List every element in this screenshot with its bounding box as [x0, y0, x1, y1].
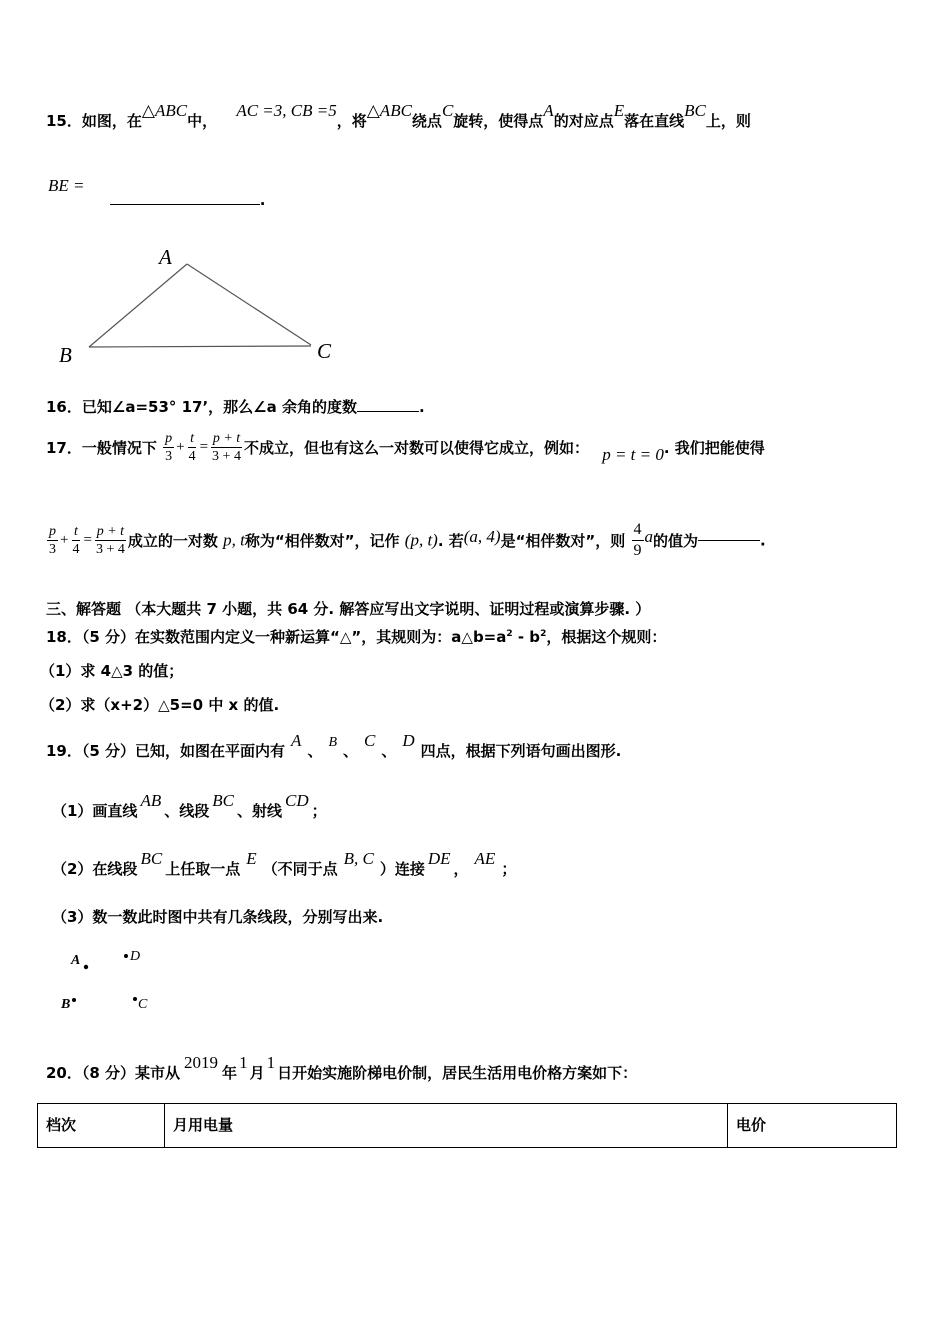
q19-line1: 19．（5 分）已知，如图在平面内有A、 B 、C、D四点，根据下列语句画出图形.: [46, 731, 622, 760]
table-header-row: [38, 1104, 897, 1148]
triangle-abc: △ABC: [141, 101, 188, 120]
point-a-label: A: [71, 953, 81, 968]
q20-line1: 20．（8 分）某市从2019年1月1日开始实施阶梯电价制，居民生活用电价格方案如下：: [46, 1053, 638, 1082]
q15-line1: 15．如图，在△ABC中， AC =3, CB =5，将△ABC绕点C旋转，使得点A的对应点E落在直线BC上，则: [46, 101, 751, 130]
fraction-4-9: $\frac{4}{9}$: [633, 521, 642, 559]
answer-blank-15: [110, 204, 260, 205]
header-price: 电价: [728, 1104, 897, 1148]
q19-part2: （2）在线段BC上任取一点E（不同于点B, C）连接DE，AE；: [52, 849, 517, 878]
q18-part2: （2）求（x+2）△5=0 中 x 的值.: [40, 696, 280, 714]
point-d-label: D: [130, 949, 141, 964]
point-b: [72, 998, 76, 1002]
point-c-label: C: [138, 997, 148, 1012]
answer-blank-16: [357, 411, 419, 412]
point-c: [133, 997, 137, 1001]
section-3-title: 三、解答题 （本大题共 7 小题，共 64 分. 解答应写出文字说明、证明过程或演算步骤. ）: [46, 600, 651, 618]
vertex-c-label: C: [317, 339, 332, 363]
point-b-label: B: [61, 997, 71, 1012]
side-ac: [187, 264, 311, 345]
answer-blank-17: [698, 540, 760, 541]
example-pt0: p = t = 0: [602, 445, 664, 464]
q17-line1: 17．一般情况下 $\frac{p}{3}$ + $\frac{t}{4}$ = $\frac{p + t}{3 + 4}$ 不成立，但也有这么一对数可以使得它成立，例如： p = t = 0. 我们把能使得: [46, 431, 765, 464]
q19-part3: （3）数一数此时图中共有几条线段，分别写出来.: [52, 908, 384, 926]
q15-line2: BE = .: [48, 176, 266, 209]
q18-part1: （1）求 4△3 的值；: [40, 662, 184, 680]
triangle-figure: [55, 240, 355, 370]
q15-number: 15．: [46, 112, 82, 130]
be-label: BE =: [48, 176, 85, 195]
q19-part1: （1）画直线AB、线段BC、射线CD；: [52, 791, 327, 820]
point-a: [84, 965, 88, 969]
q18-line1: 18．（5 分）在实数范围内定义一种新运算“△”，其规则为：$a\triangle b=a^2 - b^2$，根据这个规则：: [46, 628, 667, 646]
q17-line2: $\frac{p}{3}$ + $\frac{t}{4}$ = $\frac{p + t}{3 + 4}$ 成立的一对数 p, t称为“相伴数对”，记作 (p, t). 若(a, 4)是“相伴数对”，则 $\frac{4}{9}$ a的值为 .: [49, 521, 766, 559]
fraction-p-3: $\frac{p}{3}$: [165, 431, 173, 464]
electricity-price-table: [37, 1103, 897, 1148]
header-tier: 档次: [38, 1104, 165, 1148]
fraction-t-4: $\frac{t}{4}$: [188, 431, 196, 464]
header-monthly-usage: 月用电量: [165, 1104, 728, 1148]
point-d: [124, 954, 128, 958]
four-points-figure: [55, 940, 175, 1020]
fraction-pt-34: $\frac{p + t}{3 + 4}$: [212, 431, 241, 464]
vertex-a-label: A: [159, 245, 172, 269]
side-bc: [89, 346, 311, 347]
vertex-b-label: B: [59, 343, 72, 367]
side-ab: [89, 264, 187, 347]
q16: 16．已知∠a=53° 17’，那么∠a 余角的度数 .: [46, 398, 425, 416]
condition-ac-cb: AC =3, CB =5: [236, 101, 337, 120]
